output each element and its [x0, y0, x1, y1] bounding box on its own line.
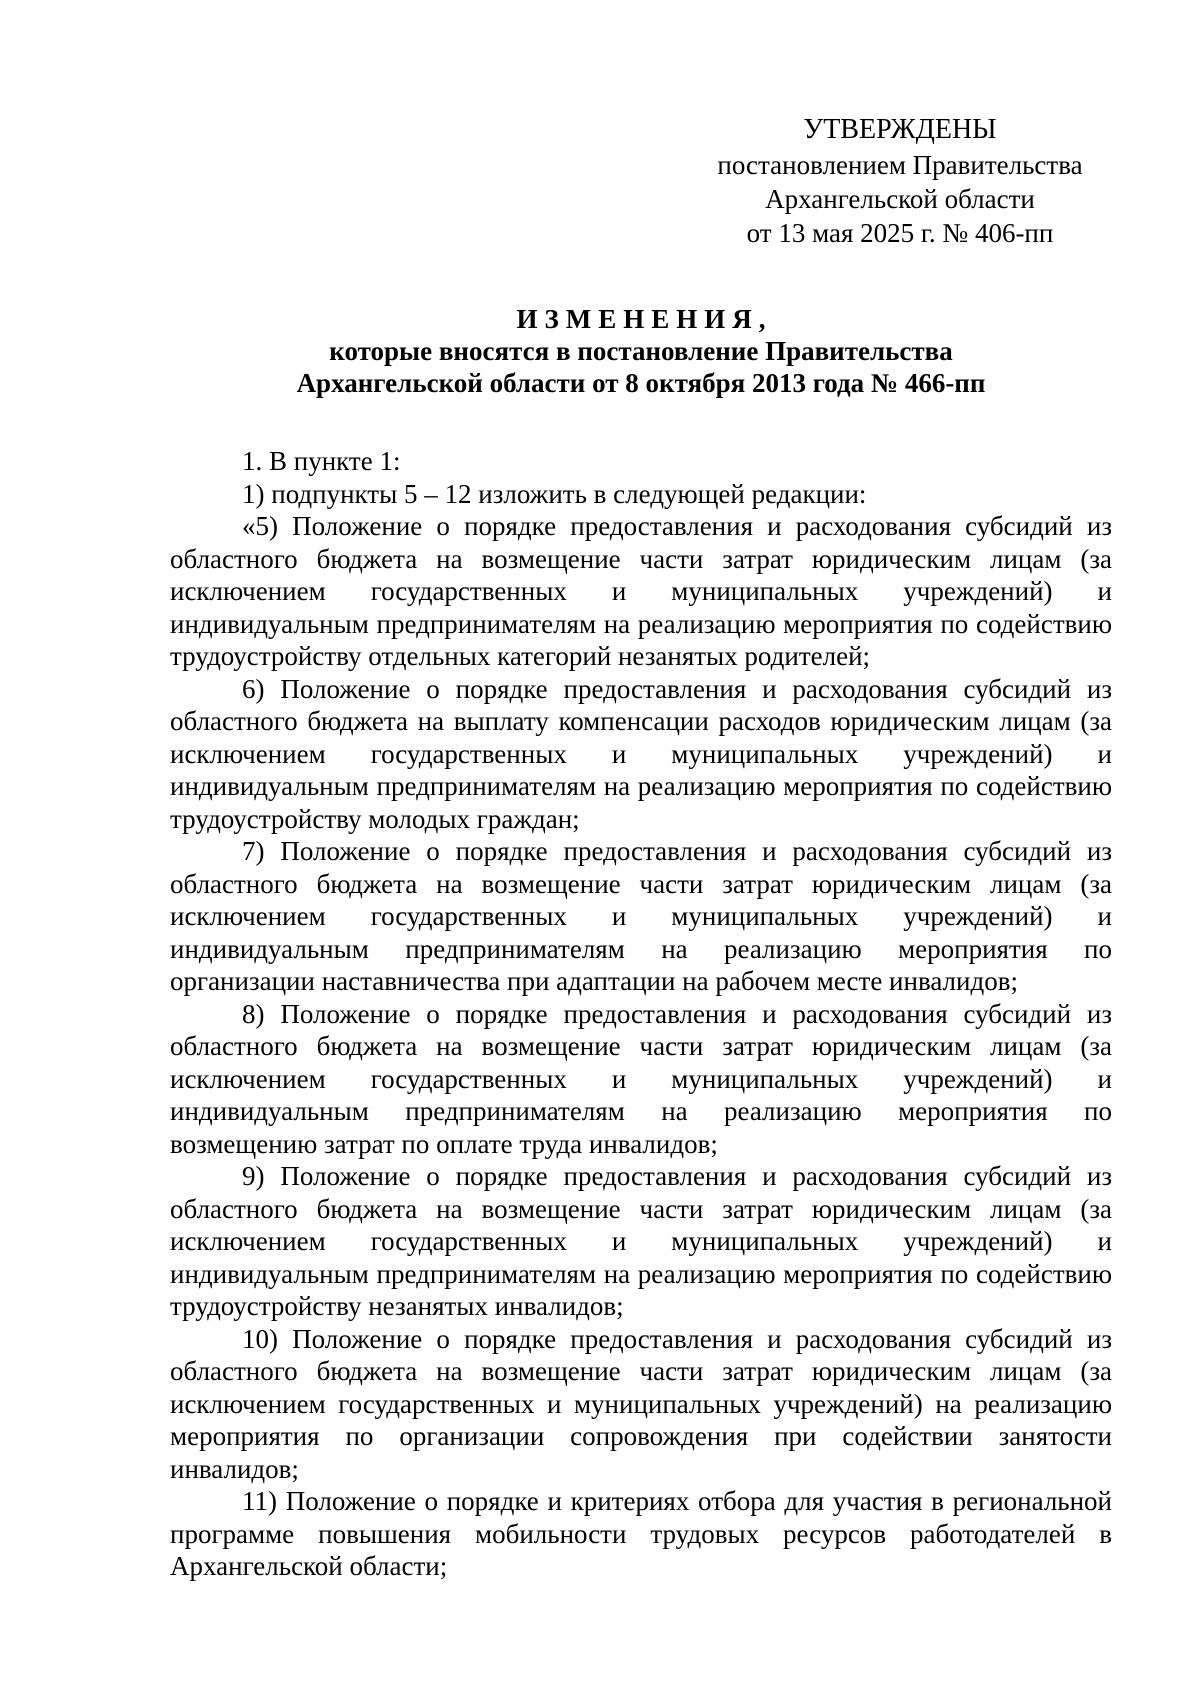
paragraph-subitem-9: 9) Положение о порядке предоставления и расходования субсидий из областного бюджета на возмещение части затрат юридическим лицам (за исключением государственных и муниципальных учреждений) и индивидуальным предпринимателям на реализацию мероприятия по содействию трудоустройству незанятых инвалидов;	[170, 1161, 1112, 1321]
approval-title: УТВЕРЖДЕНЫ	[803, 114, 997, 145]
heading-subtitle-line-2: Архангельской области от 8 октября 2013 года № 466-пп	[296, 368, 986, 398]
document-heading	[170, 303, 1112, 399]
approval-block	[704, 112, 1096, 250]
approval-line-1: постановлением Правительства	[717, 150, 1083, 180]
paragraph-subitem-5: «5) Положение о порядке предоставления и расходования субсидий из областного бюджета на возмещение части затрат юридическим лицам (за исключением государственных и муниципальных учреждений) и индивидуальным предпринимателям на реализацию мероприятия по содействию трудоустройству отдельных категорий незанятых родителей;	[170, 511, 1112, 671]
approval-line-2: Архангельской области	[765, 184, 1035, 214]
heading-subtitle-line-1: которые вносятся в постановление Правительства	[329, 336, 953, 366]
heading-title: ИЗМЕНЕНИЯ,	[516, 304, 773, 334]
paragraph-subitem-6: 6) Положение о порядке предоставления и расходования субсидий из областного бюджета на выплату компенсации расходов юридическим лицам (за исключением государственных и муниципальных учреждений) и индивидуальным предпринимателям на реализацию мероприятия по содействию трудоустройству молодых граждан;	[170, 673, 1112, 834]
paragraph-subitem-7: 7) Положение о порядке предоставления и расходования субсидий из областного бюджета на возмещение части затрат юридическим лицам (за исключением государственных и муниципальных учреждений) и индивидуальным предпринимателям на реализацию мероприятия по организации наставничества при адаптации на рабочем месте инвалидов;	[170, 836, 1112, 996]
approval-line-3: от 13 мая 2025 г. № 406-пп	[746, 218, 1054, 248]
paragraph-subitem-8: 8) Положение о порядке предоставления и расходования субсидий из областного бюджета на возмещение части затрат юридическим лицам (за исключением государственных и муниципальных учреждений) и индивидуальным предпринимателям на реализацию мероприятия по возмещению затрат по оплате труда инвалидов;	[170, 998, 1112, 1159]
paragraph-item-1: 1. В пункте 1:	[242, 446, 401, 476]
paragraph-subitem-11: 11) Положение о порядке и критериях отбора для участия в региональной программе повышения мобильности трудовых ресурсов работодателей в Архангельской области;	[170, 1486, 1112, 1581]
paragraph-subitem-10: 10) Положение о порядке предоставления и расходования субсидий из областного бюджета на возмещение части затрат юридическим лицам (за исключением государственных и муниципальных учреждений) на реализацию мероприятия по организации сопровождения при содействии занятости инвалидов;	[170, 1323, 1112, 1484]
document-body	[170, 445, 1112, 1583]
paragraph-subitem-1: 1) подпункты 5 – 12 изложить в следующей редакции:	[242, 478, 867, 509]
